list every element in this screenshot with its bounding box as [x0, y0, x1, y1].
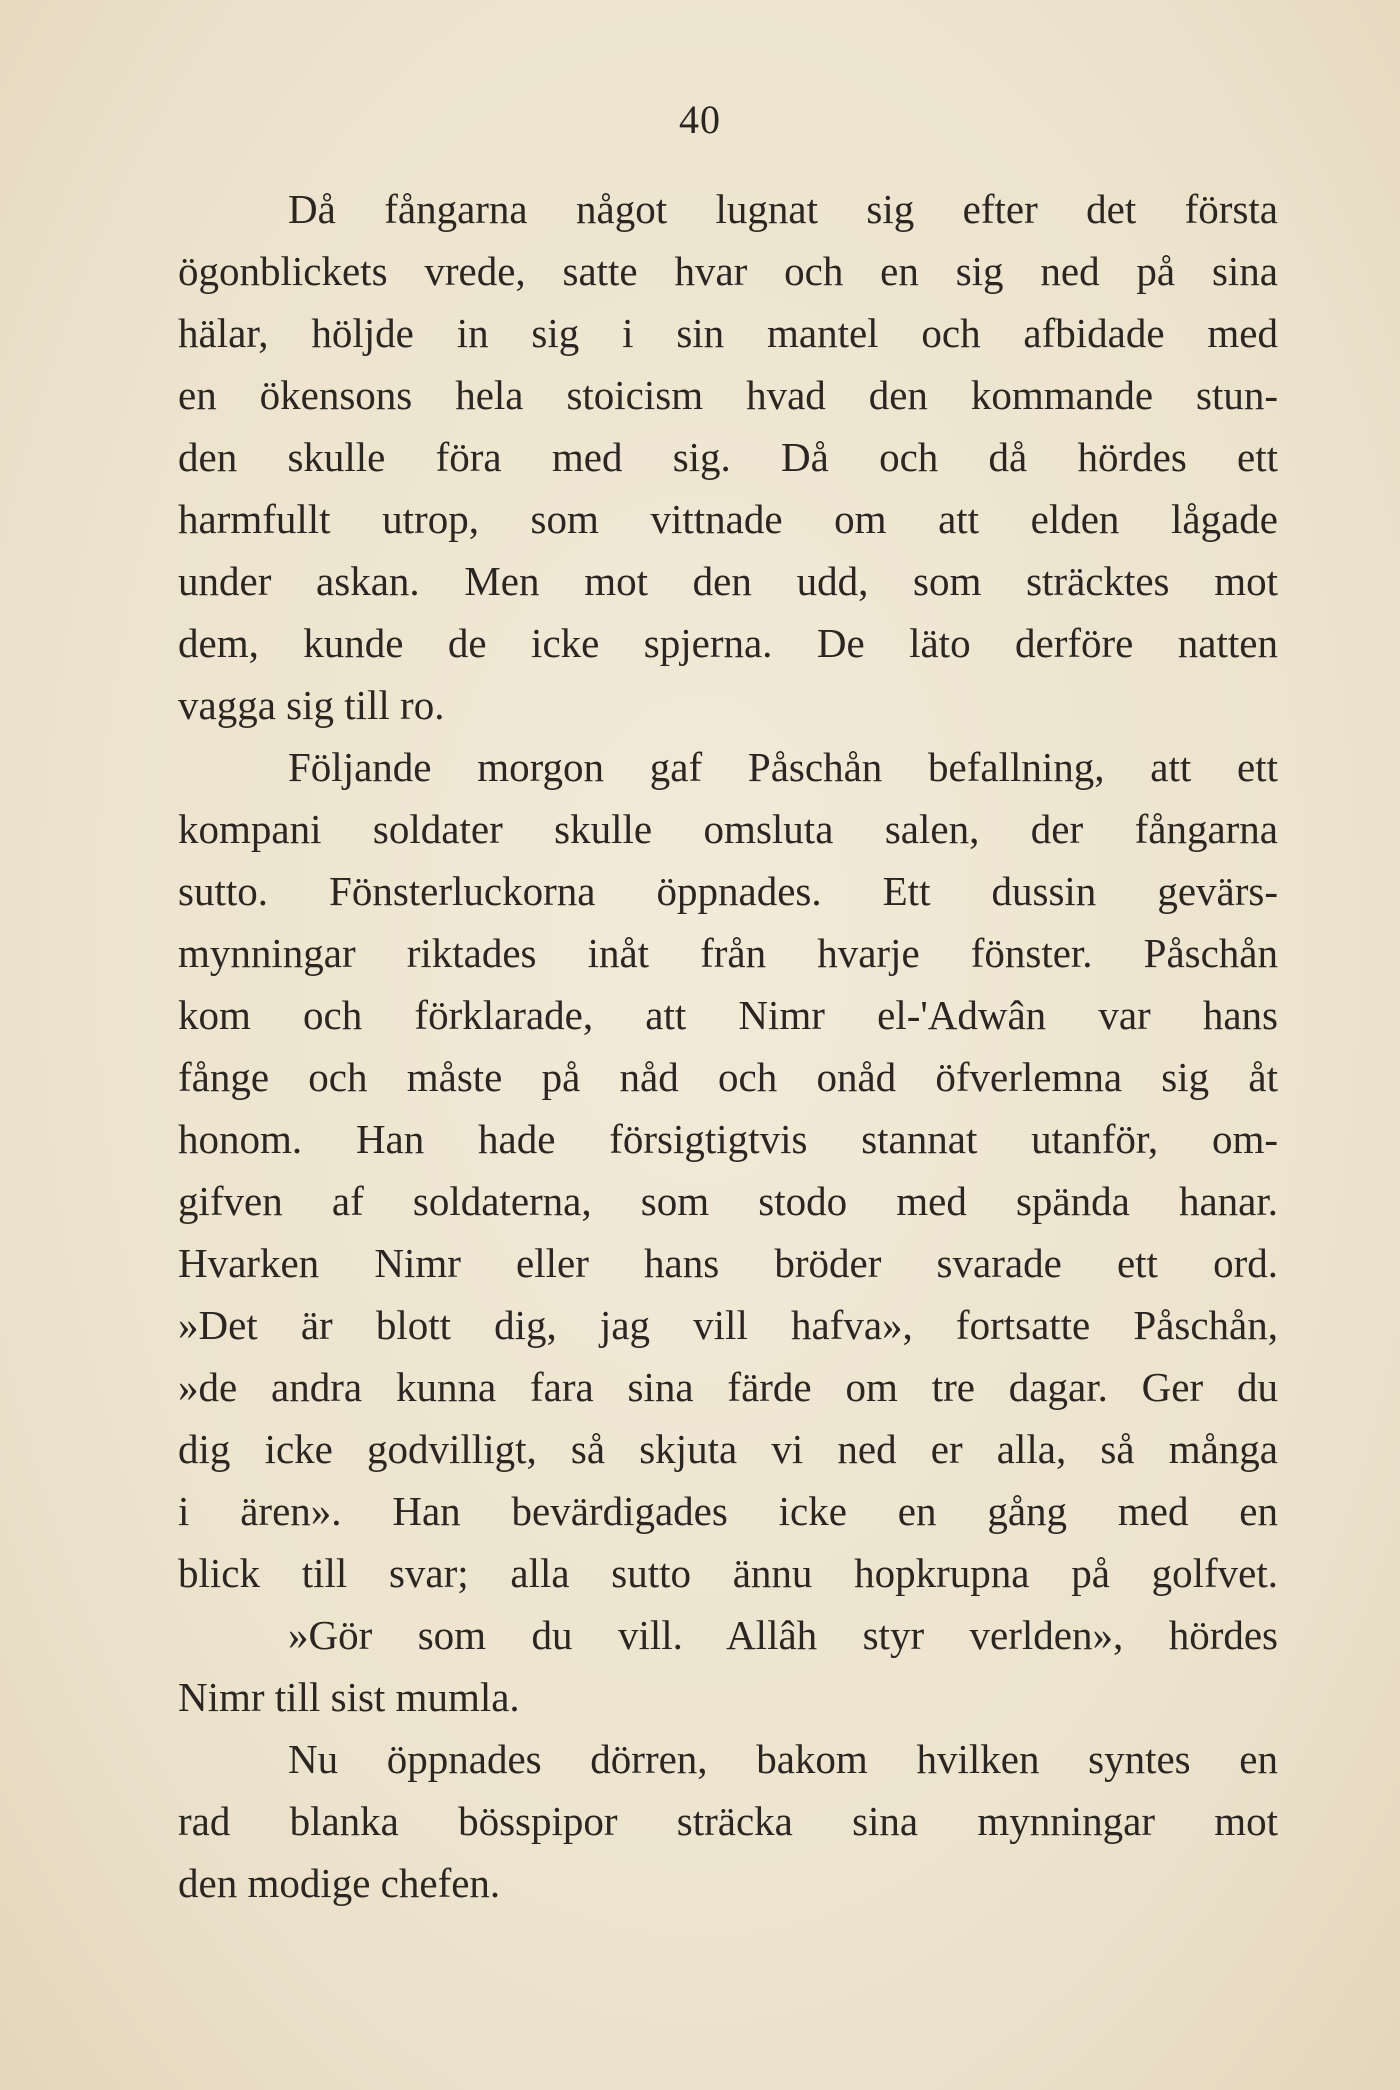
text-line: kompani soldater skulle omsluta salen, der fångarna [178, 806, 1278, 852]
text-line: dig icke godvilligt, så skjuta vi ned er alla, så många [178, 1426, 1278, 1472]
text-line: harmfullt utrop, som vittnade om att elden lågade [178, 496, 1278, 542]
body-text [178, 178, 1278, 1914]
text-line: under askan. Men mot den udd, som sträcktes mot [178, 558, 1278, 604]
text-line: honom. Han hade försigtigtvis stannat utanför, om- [178, 1116, 1278, 1162]
text-line: sutto. Fönsterluckorna öppnades. Ett dussin gevärs- [178, 868, 1278, 914]
text-line: kom och förklarade, att Nimr el-'Adwân var hans [178, 992, 1278, 1038]
text-line: »Det är blott dig, jag vill hafva», fortsatte Påschån, [178, 1302, 1278, 1348]
text-line: mynningar riktades inåt från hvarje fönster. Påschån [178, 930, 1278, 976]
text-line: Nimr till sist mumla. [178, 1674, 520, 1720]
text-line: Då fångarna något lugnat sig efter det första [288, 186, 1278, 232]
text-line: i ären». Han bevärdigades icke en gång med en [178, 1488, 1278, 1534]
text-line: Nu öppnades dörren, bakom hvilken syntes en [288, 1736, 1278, 1782]
text-line: den skulle föra med sig. Då och då hördes ett [178, 434, 1278, 480]
page-number: 40 [679, 97, 721, 142]
text-line: blick till svar; alla sutto ännu hopkrupna på golfvet. [178, 1550, 1278, 1596]
text-line: »Gör som du vill. Allâh styr verlden», hördes [288, 1612, 1278, 1658]
text-line: gifven af soldaterna, som stodo med spända hanar. [178, 1178, 1278, 1224]
text-line: vagga sig till ro. [178, 682, 445, 728]
text-line: den modige chefen. [178, 1860, 501, 1906]
text-line: fånge och måste på nåd och onåd öfverlemna sig åt [178, 1054, 1278, 1100]
text-line: dem, kunde de icke spjerna. De läto derföre natten [178, 620, 1278, 666]
text-line: Följande morgon gaf Påschån befallning, att ett [288, 744, 1278, 790]
text-line: hälar, höljde in sig i sin mantel och afbidade med [178, 310, 1278, 356]
text-line: en ökensons hela stoicism hvad den kommande stun- [178, 372, 1278, 418]
text-line: ögonblickets vrede, satte hvar och en sig ned på sina [178, 248, 1278, 294]
text-line: »de andra kunna fara sina färde om tre dagar. Ger du [178, 1364, 1278, 1410]
text-line: rad blanka bösspipor sträcka sina mynningar mot [178, 1798, 1278, 1844]
text-line: Hvarken Nimr eller hans bröder svarade ett ord. [178, 1240, 1278, 1286]
